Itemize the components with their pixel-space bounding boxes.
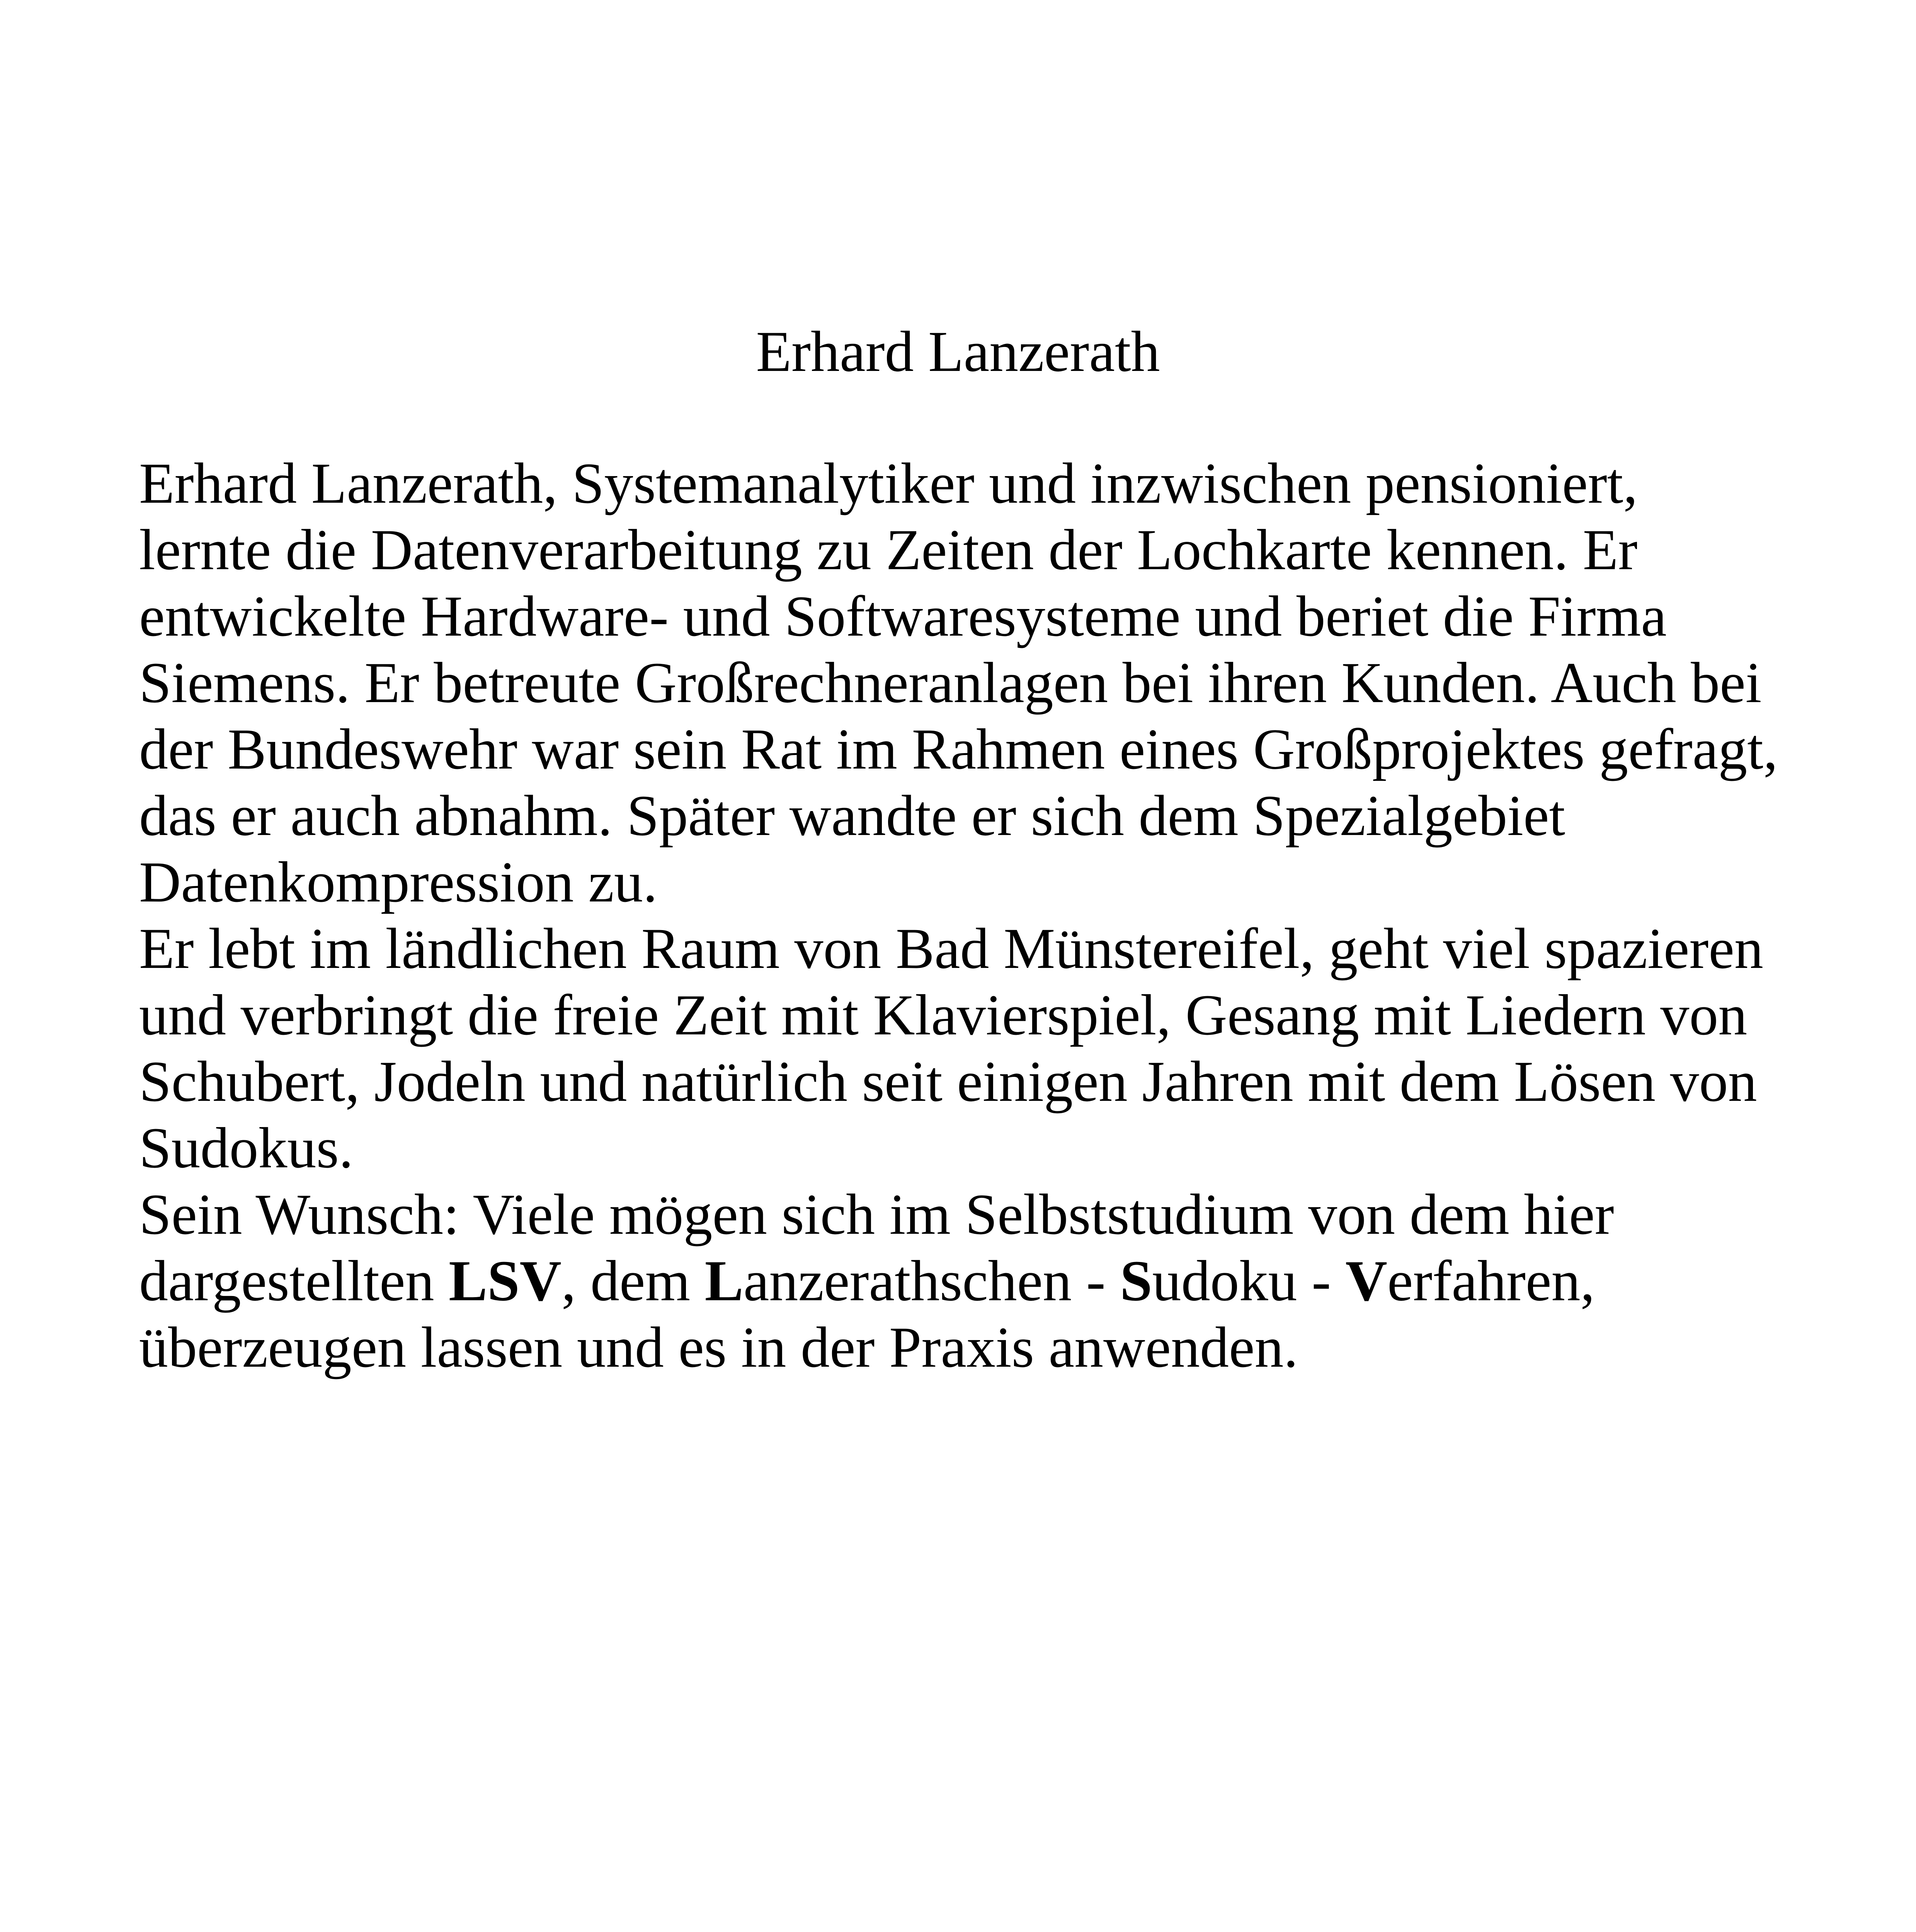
- page-title: Erhard Lanzerath: [756, 320, 1160, 384]
- bold-initial-v: V: [1345, 1249, 1387, 1313]
- text-line: Siemens. Er betreute Großrechneranlagen bei ihren Kunden. Auch bei: [139, 651, 1762, 715]
- text-line: Datenkompression zu.: [139, 850, 658, 914]
- text-fragment: erfahren,: [1387, 1249, 1595, 1313]
- text-line: lernte die Datenverarbeitung zu Zeiten der Lochkarte kennen. Er: [139, 518, 1638, 582]
- text-line: Schubert, Jodeln und natürlich seit einigen Jahren mit dem Lösen von: [139, 1049, 1757, 1114]
- text-fragment: anzerathschen -: [743, 1249, 1120, 1313]
- text-line: das er auch abnahm. Später wandte er sich dem Spezialgebiet: [139, 784, 1565, 848]
- bold-initial-s: S: [1120, 1249, 1152, 1313]
- text-line: entwickelte Hardware- und Softwaresysteme und beriet die Firma: [139, 584, 1667, 648]
- text-line: der Bundeswehr war sein Rat im Rahmen eines Großprojektes gefragt,: [139, 717, 1778, 781]
- text-line: überzeugen lassen und es in der Praxis anwenden.: [139, 1315, 1298, 1379]
- bold-initial-l: L: [704, 1249, 744, 1313]
- text-line-lsv: [139, 1248, 1839, 1314]
- text-fragment: dargestellten: [139, 1249, 449, 1313]
- text-line: und verbringt die freie Zeit mit Klavierspiel, Gesang mit Liedern von: [139, 983, 1748, 1047]
- biography-text: [139, 450, 1839, 1381]
- text-fragment: , dem: [561, 1249, 705, 1313]
- text-line: Sein Wunsch: Viele mögen sich im Selbststudium von dem hier: [139, 1182, 1614, 1247]
- lsv-acronym: LSV: [449, 1249, 562, 1313]
- text-line: Erhard Lanzerath, Systemanalytiker und inzwischen pensioniert,: [139, 451, 1638, 515]
- text-fragment: udoku -: [1152, 1249, 1346, 1313]
- text-line: Sudokus.: [139, 1116, 354, 1180]
- text-line: Er lebt im ländlichen Raum von Bad Münstereifel, geht viel spazieren: [139, 917, 1763, 981]
